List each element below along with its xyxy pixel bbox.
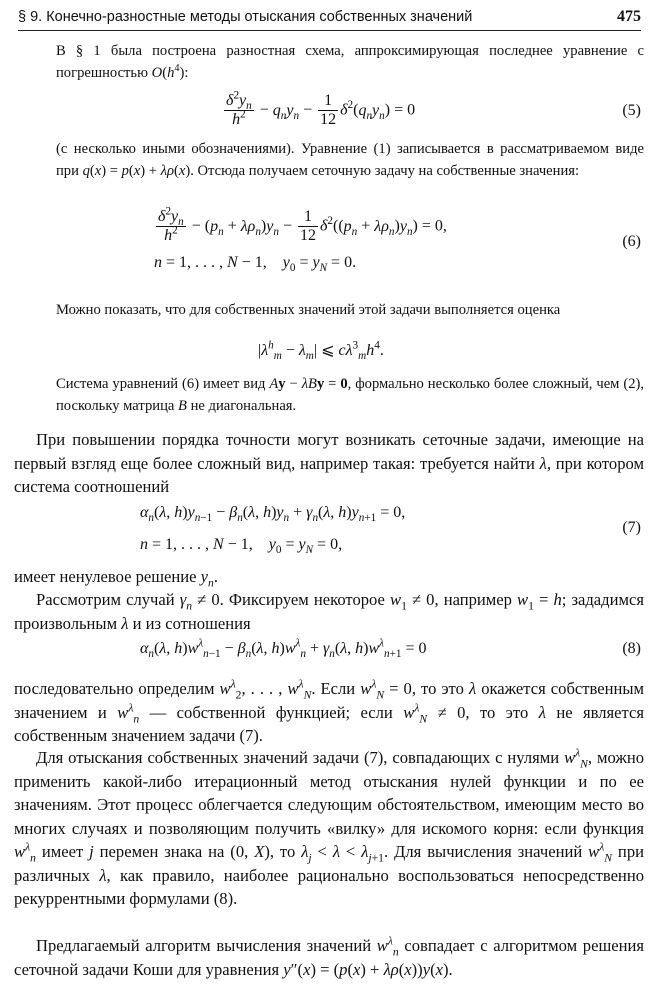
running-header [18, 6, 641, 31]
paragraph-4: Система уравнений (6) имеет вид Ay − λBy = 0, формально несколько более сложный, чем (2), поскольку матрица B не диагональная. [56, 376, 645, 414]
header-title: § 9. Конечно-разностные методы отыскания собственных значений [18, 9, 473, 25]
estimate-formula: $|\lambda^h_m - \lambda_m|$ ⩽ $c\lambda^3_mh^4$. [258, 339, 384, 363]
paragraph-1: В § 1 была построена разностная схема, аппроксимирующая последнее уравнение с погрешностью $O(h^4)$: [56, 43, 644, 81]
paragraph-5: При повышении порядка точности могут возникать сеточные задачи, имеющие на первый взгляд еще более сложный вид, например такая: требуется найти λ, при котором система соотношений [14, 430, 644, 496]
equation-5-number: (5) [622, 102, 641, 119]
paragraph-8: последовательно определим $w^\lambda_2$, . . . , $w^\lambda_N$. Если $w^\lambda_N = 0$, то это λ окажется собственным значением и $w^\lambda_n$ — собственной функцией; если $w^\lambda_N \ne 0$, то это λ не является собственным значением задачи (7). [14, 677, 645, 745]
paragraph-6: имеет ненулевое решение $y_n$. [14, 567, 219, 590]
equation-7-line-1: $\alpha_n(\lambda$, $h)y_{n-1} - \beta_n(\lambda$, $h)y_n + \gamma_n(\lambda$, $h)y_{n+1} = 0$, [140, 504, 406, 525]
equation-7-line-2: n = 1, . . . , N − 1, $y_0 = y_N = 0$, [140, 536, 343, 557]
equation-6-line-1: $\frac{\delta^2y_n}{h^2}$ − $(p_n + \lambda\rho_n)y_n$ − $\frac{1}{12}$ $\delta^2((p_n + \lambda\rho_n)y_n) = 0$, [158, 205, 447, 245]
paragraph-3: Можно показать, что для собственных значений этой задачи выполняется оценка [56, 302, 561, 318]
equation-8-number: (8) [622, 640, 641, 657]
paragraph-10: Предлагаемый алгоритм вычисления значений $w^\lambda_n$ совпадает с алгоритмом решения сеточной задачи Коши для уравнения y″(x) = (p(x) + λρ(x))y(x). [14, 934, 645, 979]
paragraph-7: Рассмотрим случай $\gamma_n \ne 0$. Фиксируем некоторое $w_1 \ne 0$, например $w_1 = h$; зададимся произвольным λ и из сотношения [14, 590, 644, 633]
equation-7-number: (7) [622, 519, 641, 536]
equation-8: $\alpha_n(\lambda$, $h)w^\lambda_{n-1} - \beta_n(\lambda$, $h)w^\lambda_n + \gamma_n(\lambda$, $h)w^\lambda_{n+1} = 0$ [140, 637, 427, 661]
equation-6-line-2: n = 1, . . . , N − 1, $y_0 = y_N = 0$. [154, 254, 357, 275]
paragraph-2: (с несколько иными обозначениями). Уравнение (1) записывается в рассматриваемом виде при q(x) = p(x) + λρ(x). Отсюда получаем сеточную задачу на собственные значения: [56, 141, 644, 179]
paragraph-9: Для отыскания собственных значений задачи (7), совпадающих с нулями $w^\lambda_N$, можно применить какой-либо итерационный метод отыскания нулей функции и по ее значениям. Этот процесс облегчается следующим обстоятельством, имеющим место во многих случаях и позволяющим получить «вилку» для искомого корня: если функция $w^\lambda_n$ имеет j перемен знака на (0, X), то $\lambda_j < \lambda < \lambda_{j+1}$. Для вычисления значений $w^\lambda_N$ при различных λ, как правило, наиболее рационально воспользоваться непосредственно рекуррентными формулами (8). [14, 746, 644, 908]
equation-6-number: (6) [622, 233, 641, 250]
equation-5: $\frac{\delta^2y_n}{h^2}$ − $q_ny_n$ − $\frac{1}{12}$ $\delta^2(q_ny_n) = 0$ [226, 89, 416, 129]
page-number: 475 [617, 8, 641, 25]
